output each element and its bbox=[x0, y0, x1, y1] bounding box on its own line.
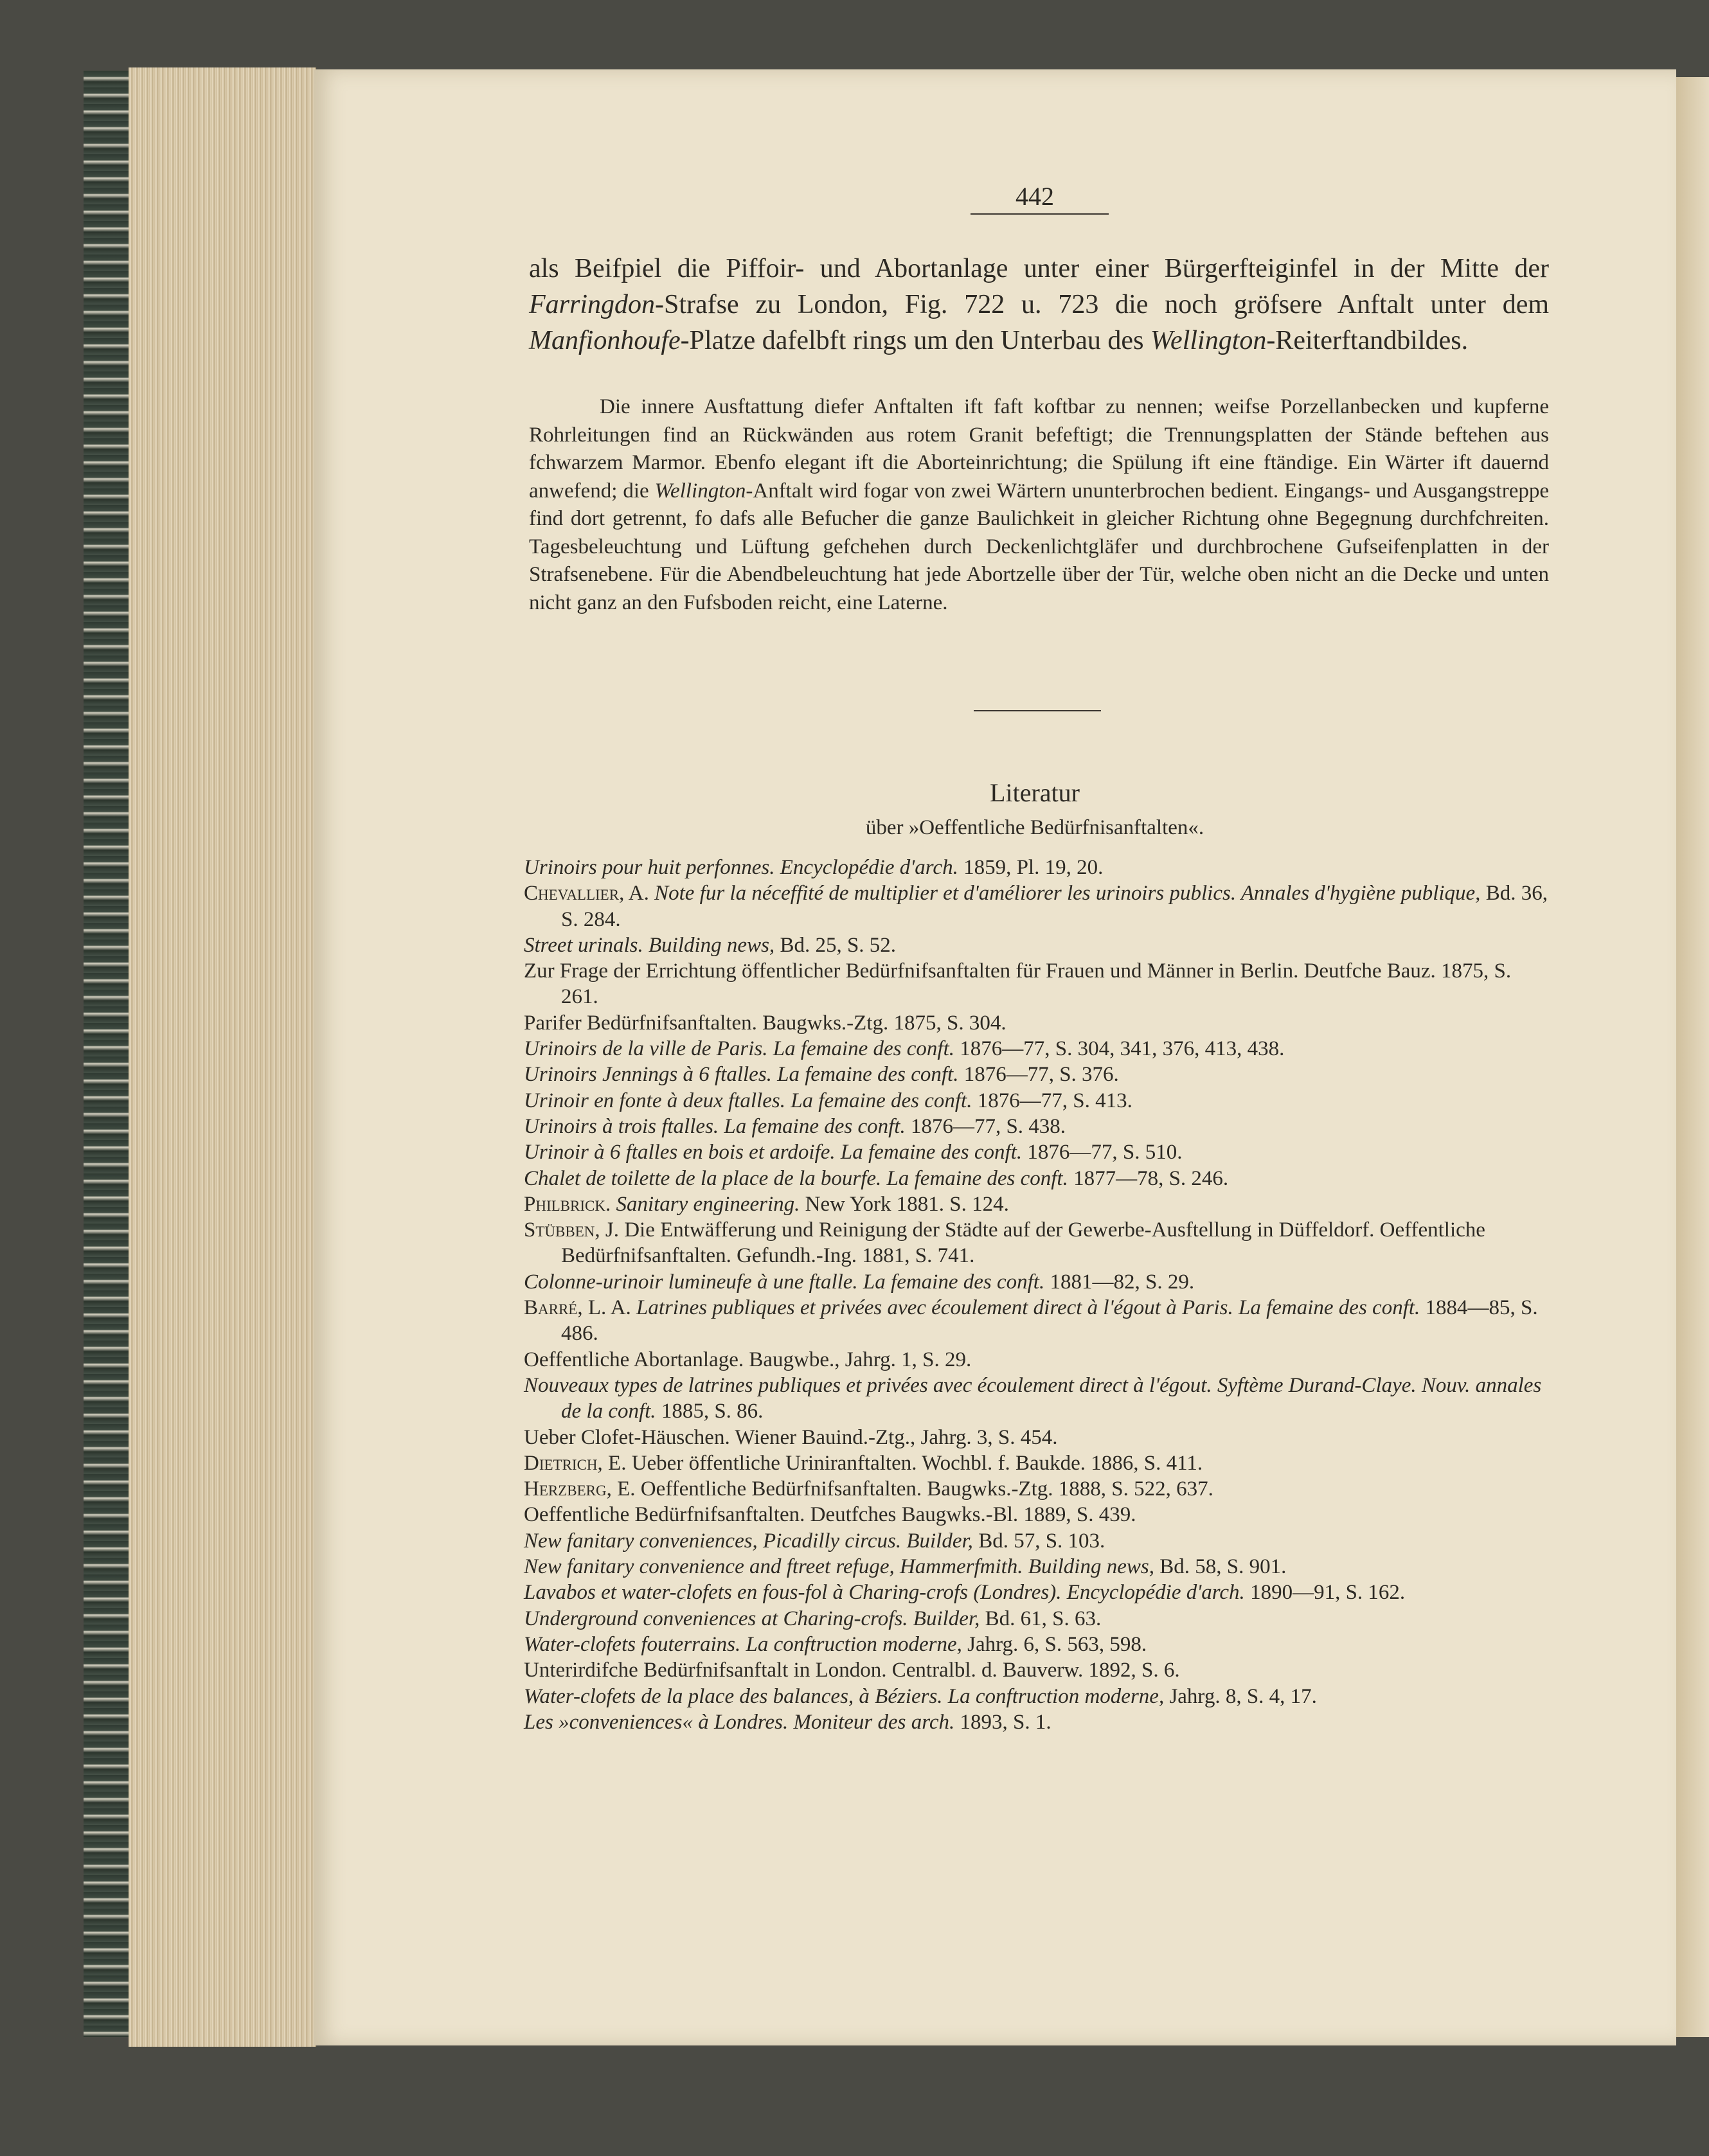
text-run: Bd. 57, S. 103. bbox=[972, 1529, 1105, 1553]
text-run: , J. Die Entwäfferung und Reinigung der Städte auf der Gewerbe-Ausftellung in Düffeldorf. Oeffentliche Bedürfnifsanftalten. Gefundh.-Ing. 1881, S. 741. bbox=[561, 1218, 1485, 1268]
text-run: -Anftalt wird fogar von zwei Wärtern ununterbrochen bedient. Eingangs- und Ausgangstreppe find dort getrennt, fo dafs alle Befucher die ganze Baulichkeit in gleicher Richtung ohne Begegnung durchfchreiten. Tagesbeleuchtung und Lüftung gefchehen durch Deckenlichtgläfer und durchbrochene Gufseifenplatten in der Strafsenebene. Für die Abendbeleuchtung hat jede Abortzelle über der Tür, welche oben nicht an die Decke und unten nicht ganz an den Fufsboden reicht, eine Laterne. bbox=[529, 479, 1549, 614]
italic-text: New fanitary convenience and ftreet refuge, Hammerfmith. Building news, bbox=[524, 1555, 1154, 1579]
text-run: Unterirdifche Bedürfnifsanftalt in London. Centralbl. d. Bauverw. 1892, S. 6. bbox=[524, 1659, 1180, 1682]
text-run: . bbox=[605, 1192, 616, 1216]
reference-entry bbox=[524, 1191, 1549, 1217]
text-run: Oeffentliche Bedürfnifsanftalten. Deutfches Baugwks.-Bl. 1889, S. 439. bbox=[524, 1503, 1136, 1527]
text-run: Die innere Ausftattung diefer Anftalten ift faft koftbar zu nennen; weifse Porzellanbecken und kupferne Rohrleitungen find an Rückwänden aus rotem Granit befeftigt; die Trennungsplatten der Stände beftehen aus fchwarzem Marmor. Ebenfo elegant ift die Aborteinrichtung; die Spülung ift eine ftändige. Ein Wärter ift dauernd anwefend; die bbox=[529, 395, 1549, 503]
reference-entry bbox=[524, 1217, 1549, 1269]
reference-entry bbox=[524, 1476, 1549, 1502]
text-run: Oeffentliche Abortanlage. Baugwbe., Jahrg. 1, S. 29. bbox=[524, 1348, 972, 1371]
italic-text: Water-clofets fouterrains. La conftruction moderne, bbox=[524, 1632, 962, 1656]
reference-entry bbox=[524, 1036, 1549, 1062]
text-run: Parifer Bedürfnifsanftalten. Baugwks.-Ztg. 1875, S. 304. bbox=[524, 1011, 1007, 1035]
page-number: 442 bbox=[1016, 182, 1054, 211]
reference-list bbox=[524, 855, 1549, 1735]
author-name: Chevallier bbox=[524, 882, 620, 905]
reference-entry bbox=[524, 1580, 1549, 1605]
literature-subheading: über »Oeffentliche Bedürfnisanftalten«. bbox=[865, 816, 1204, 839]
text-run: Bd. 36, S. 284. bbox=[561, 882, 1548, 931]
reference-entry bbox=[524, 1062, 1549, 1087]
reference-entry bbox=[524, 1295, 1549, 1347]
author-name: Stübben bbox=[524, 1218, 595, 1242]
text-run: 1876—77, S. 510. bbox=[1022, 1141, 1183, 1164]
text-run: 1884—85, S. 486. bbox=[561, 1296, 1538, 1346]
text-run: Jahrg. 8, S. 4, 17. bbox=[1164, 1684, 1317, 1708]
text-run: , L. A. bbox=[577, 1296, 637, 1320]
literature-heading: Literatur bbox=[990, 778, 1080, 807]
text-run: 1877—78, S. 246. bbox=[1068, 1166, 1229, 1190]
reference-entry bbox=[524, 1450, 1549, 1476]
text-run: 1876—77, S. 304, 341, 376, 413, 438. bbox=[954, 1037, 1285, 1061]
text-run: New York 1881. S. 124. bbox=[800, 1192, 1009, 1216]
text-run: 1893, S. 1. bbox=[954, 1710, 1051, 1734]
reference-entry bbox=[524, 1139, 1549, 1165]
small-print-paragraph bbox=[529, 393, 1549, 617]
italic-text: Nouveaux types de latrines publiques et privées avec écoulement direct à l'égout. Syftème Durand-Claye. Nouv. annales de la conft. bbox=[524, 1373, 1542, 1423]
italic-text: Les »conveniences« à Londres. Moniteur des arch. bbox=[524, 1710, 955, 1734]
italic-text: Latrines publiques et privées avec écoulement direct à l'égout à Paris. La femaine des conft. bbox=[636, 1296, 1420, 1320]
reference-entry bbox=[524, 1709, 1549, 1735]
text-run: 1890—91, S. 162. bbox=[1244, 1581, 1406, 1605]
reference-entry bbox=[524, 1657, 1549, 1683]
text-run: Zur Frage der Errichtung öffentlicher Bedürfnifsanftalten für Frauen und Männer in Berlin. Deutfche Bauz. 1875, S. 261. bbox=[524, 959, 1512, 1009]
text-run: Jahrg. 6, S. 563, 598. bbox=[962, 1632, 1147, 1656]
text-run: 1885, S. 86. bbox=[656, 1400, 764, 1423]
text-run: Bd. 25, S. 52. bbox=[774, 933, 897, 957]
italic-text: Urinoirs pour huit perfonnes. Encyclopédie d'arch. bbox=[524, 856, 958, 879]
italic-text: Urinoirs à trois ftalles. La femaine des conft. bbox=[524, 1114, 906, 1138]
page-number-rule bbox=[971, 213, 1109, 215]
reference-entry bbox=[524, 880, 1549, 932]
reference-entry bbox=[524, 1502, 1549, 1528]
text-run: -Platze dafelbft rings um den Unterbau des bbox=[680, 326, 1150, 355]
section-divider bbox=[974, 710, 1101, 711]
reference-entry bbox=[524, 1010, 1549, 1036]
text-run: , E. Ueber öffentliche Uriniranftalten. Wochbl. f. Baukde. 1886, S. 411. bbox=[597, 1451, 1203, 1475]
italic-text: Chalet de toilette de la place de la bourfe. La femaine des conft. bbox=[524, 1166, 1068, 1190]
text-run: Bd. 61, S. 63. bbox=[980, 1607, 1102, 1630]
reference-entry bbox=[524, 958, 1549, 1010]
reference-entry bbox=[524, 1632, 1549, 1657]
body-paragraph bbox=[529, 251, 1549, 359]
text-run: 1859, Pl. 19, 20. bbox=[958, 856, 1104, 879]
italic-text: Manfionhoufe bbox=[529, 326, 681, 355]
text-run: 1876—77, S. 438. bbox=[905, 1114, 1066, 1138]
italic-text: Street urinals. Building news, bbox=[524, 933, 775, 957]
reference-entry bbox=[524, 1088, 1549, 1114]
reference-entry bbox=[524, 1347, 1549, 1373]
italic-text: Sanitary engineering. bbox=[616, 1192, 800, 1216]
text-run: , E. Oeffentliche Bedürfnifsanftalten. Baugwks.-Ztg. 1888, S. 522, 637. bbox=[606, 1477, 1213, 1501]
italic-text: Urinoirs Jennings à 6 ftalles. La femaine des conft. bbox=[524, 1063, 959, 1087]
italic-text: Urinoir en fonte à deux ftalles. La femaine des conft. bbox=[524, 1089, 972, 1112]
italic-text: Urinoirs de la ville de Paris. La femaine des conft. bbox=[524, 1037, 955, 1061]
italic-text: Lavabos et water-clofets en fous-fol à Charing-crofs (Londres). Encyclopédie d'arch. bbox=[524, 1581, 1245, 1605]
author-name: Herzberg bbox=[524, 1477, 607, 1501]
reference-entry bbox=[524, 1425, 1549, 1450]
reference-entry bbox=[524, 1114, 1549, 1139]
author-name: Philbrick bbox=[524, 1192, 605, 1216]
author-name: Barré bbox=[524, 1296, 578, 1320]
text-run: 1876—77, S. 376. bbox=[958, 1063, 1119, 1087]
text-run: 1881—82, S. 29. bbox=[1044, 1270, 1195, 1294]
italic-text: Wellington bbox=[1150, 326, 1267, 355]
italic-text: Farringdon bbox=[529, 290, 656, 319]
italic-text: Underground conveniences at Charing-crofs. Builder, bbox=[524, 1607, 980, 1630]
text-run: Ueber Clofet-Häuschen. Wiener Bauind.-Ztg., Jahrg. 3, S. 454. bbox=[524, 1425, 1058, 1449]
text-run: 1876—77, S. 413. bbox=[972, 1089, 1132, 1112]
text-run: , A. bbox=[619, 882, 655, 905]
page-stack-edge bbox=[129, 67, 316, 2047]
reference-entry bbox=[524, 1269, 1549, 1295]
text-run: als Beifpiel die Piffoir- und Abortanlage unter einer Bürgerfteiginfel in der Mitte der bbox=[529, 254, 1549, 283]
reference-entry bbox=[524, 1373, 1549, 1425]
reference-entry bbox=[524, 1554, 1549, 1580]
text-run: -Strafse zu London, Fig. 722 u. 723 die noch gröfsere Anftalt unter dem bbox=[655, 290, 1549, 319]
italic-text: Colonne-urinoir lumineufe à une ftalle. La femaine des conft. bbox=[524, 1270, 1045, 1294]
author-name: Dietrich bbox=[524, 1451, 598, 1475]
text-run: Bd. 58, S. 901. bbox=[1154, 1555, 1287, 1579]
italic-text: Wellington bbox=[654, 479, 746, 503]
reference-entry bbox=[524, 1166, 1549, 1191]
reference-entry bbox=[524, 932, 1549, 958]
italic-text: Water-clofets de la place des balances, à Béziers. La conftruction moderne, bbox=[524, 1684, 1165, 1708]
italic-text: Urinoir à 6 ftalles en bois et ardoife. La femaine des conft. bbox=[524, 1141, 1023, 1164]
reference-entry bbox=[524, 1528, 1549, 1554]
reference-entry bbox=[524, 1684, 1549, 1709]
reference-entry bbox=[524, 855, 1549, 880]
book-binding bbox=[84, 71, 135, 2037]
italic-text: Note fur la néceffité de multiplier et d'améliorer les urinoirs publics. Annales d'hygiène publique, bbox=[654, 882, 1481, 905]
text-run: -Reiterftandbildes. bbox=[1266, 326, 1469, 355]
italic-text: New fanitary conveniences, Picadilly circus. Builder, bbox=[524, 1529, 973, 1553]
reference-entry bbox=[524, 1606, 1549, 1632]
